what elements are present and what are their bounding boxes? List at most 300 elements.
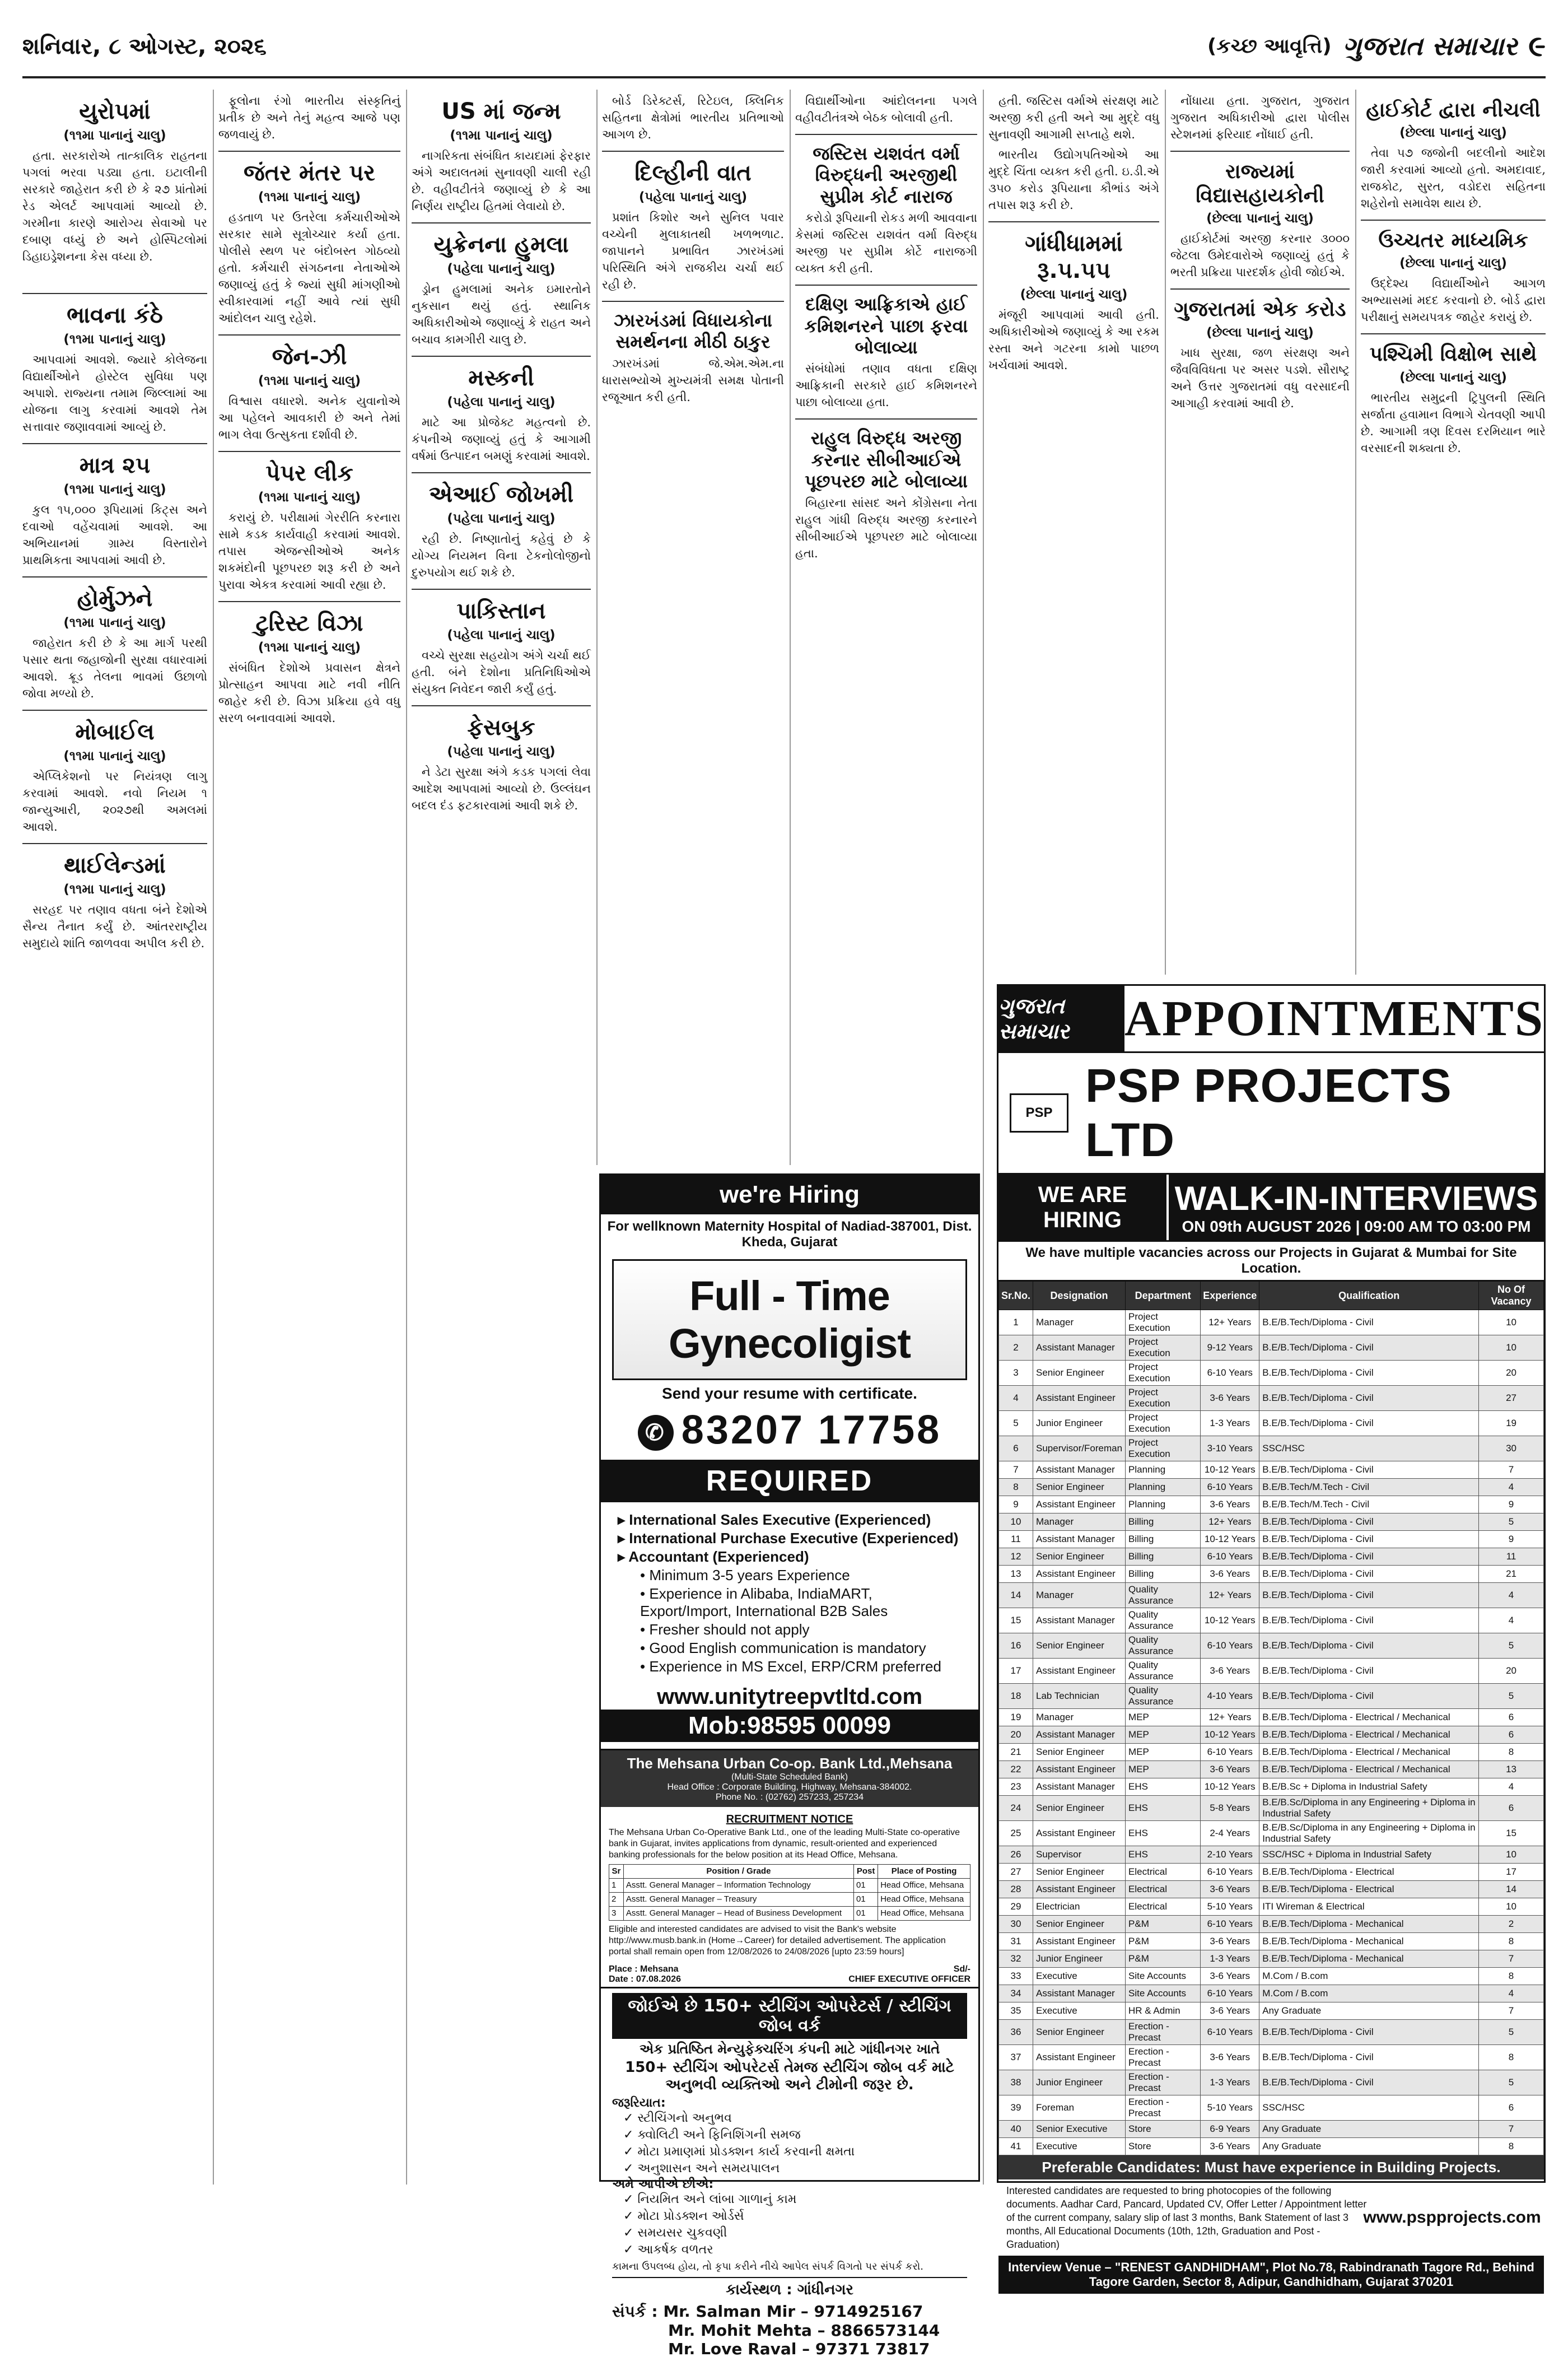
table-row [999, 1548, 1544, 1566]
table-cell: Senior Engineer [1033, 1361, 1126, 1386]
send-resume-note: Send your resume with certificate. [662, 1385, 917, 1402]
page-number: ૯ [1528, 29, 1546, 63]
bank-name: The Mehsana Urban Co-op. Bank Ltd.,Mehsana [627, 1755, 953, 1772]
table-cell: Assistant Manager [1033, 1461, 1126, 1479]
table-row [999, 2070, 1544, 2095]
table-cell: 8 [1479, 1744, 1544, 1761]
story-body: હતા. સરકારોએ તાત્કાલિક રાહતના પગલાં ભરવા પડ્યા હતા. ઇટાલીની સરકારે જાહેરાત કરી છે કે ૨૭ પ્રાંતોમાં રેડ એલર્ટ આપવામાં આવ્યો છે. ગરમીના કારણે આરોગ્ય સેવાઓ પર દબાણ વધ્યું છે અને હોસ્પિટલોમાં ડિહાઇડ્રેશનના કેસ વધ્યા છે. [22, 149, 207, 263]
table-row [999, 1684, 1544, 1709]
table-cell: Assistant Manager [1033, 1985, 1126, 2002]
table-cell: Assistant Manager [1033, 1608, 1126, 1633]
story-body: કરોડો રૂપિયાની રોકડ મળી આવવાના કેસમાં જસ્ટિસ યશવંત વર્મા વિરુદ્ધ અરજી પર સુપ્રીમ કોર્ટે નારાજગી વ્યક્ત કરી હતી. [795, 211, 977, 276]
table-cell: 2 [609, 1893, 624, 1907]
walk-in-title: WALK-IN-INTERVIEWS [1174, 1180, 1538, 1217]
table-cell: 6-10 Years [1201, 1744, 1259, 1761]
table-cell: 3-6 Years [1201, 2002, 1259, 2020]
table-cell: Project Execution [1126, 1386, 1201, 1411]
table-row [999, 1583, 1544, 1608]
story-headline: ગુજરાતમાં એક કરોડ [1174, 298, 1346, 322]
table-cell: 6 [1479, 1709, 1544, 1726]
offers-label: અમે આપીએ છીએ: [612, 2177, 714, 2191]
story-body: જાહેરાત કરી છે કે આ માર્ગ પરથી પસાર થતા જહાજોની સુરક્ષા વધારવામાં આવશે. ક્રૂડ તેલના ભાવમાં ઉછાળો જોવા મળ્યો છે. [22, 636, 207, 700]
divider [1361, 333, 1546, 334]
table-cell: 20 [999, 1726, 1033, 1744]
table-row [609, 1879, 970, 1893]
table-row [999, 2121, 1544, 2138]
table-cell: Any Graduate [1259, 2002, 1479, 2020]
table-row [999, 1950, 1544, 1968]
table-cell: 11 [1479, 1548, 1544, 1566]
table-row [999, 1796, 1544, 1821]
table-cell: 4 [1479, 1608, 1544, 1633]
column-header: Post [853, 1865, 878, 1879]
table-cell: 8 [1479, 2138, 1544, 2155]
table-cell: Junior Engineer [1033, 2070, 1126, 2095]
column-4 [602, 92, 784, 1162]
table-cell: 12+ Years [1201, 1709, 1259, 1726]
continuation-note: (૧૧મા પાનાનું ચાલુ) [258, 374, 361, 388]
table-cell: 20 [1479, 1361, 1544, 1386]
table-cell: 6 [1479, 1796, 1544, 1821]
table-cell: 1-3 Years [1201, 2070, 1259, 2095]
page-header [22, 17, 1546, 78]
column-header: Qualification [1259, 1282, 1479, 1310]
list-item: • Good English communication is mandatory [640, 1640, 926, 1656]
vacancy-rows [999, 1310, 1544, 2155]
table-cell: Executive [1033, 1968, 1126, 1985]
divider [22, 710, 207, 711]
column-2 [218, 92, 400, 2187]
ad-subheadline: એક પ્રતિષ્ઠિત મેન્યુફેક્ચરિંગ કંપની માટે ગાંધીનગર ખાતે [639, 2041, 940, 2057]
table-cell: Senior Engineer [1033, 1744, 1126, 1761]
table-cell: 40 [999, 2121, 1033, 2138]
story-body: ભારતીય ઉદ્યોગપતિઓએ આ મુદ્દે ચિંતા વ્યક્ત કરી હતી. ઇ.ડી.એ ૩૫૦ કરોડ રૂપિયાના કૌભાંડ અંગે તપાસ શરૂ કરી છે. [988, 148, 1159, 212]
officer-title: CHIEF EXECUTIVE OFFICER [848, 1974, 970, 1984]
story-body: બિહારના સાંસદ અને કોંગ્રેસના નેતા રાહુલ ગાંધી વિરુદ્ધ અરજી કરનારને સીબીઆઈએ પૂછપરછ માટે બોલાવ્યા હતા. [795, 496, 977, 560]
story-body: પ્રશાંત કિશોર અને સુનિલ પવાર વચ્ચેની મુલાકાતથી ખળભળાટ. જાપાનને પ્રભાવિત ઝારખંડમાં પરિસ્થિતિ અંગે રાજકીય ચર્ચા થઈ રહી છે. [602, 211, 784, 291]
table-cell: 10-12 Years [1201, 1726, 1259, 1744]
table-cell: 01 [853, 1879, 878, 1893]
table-cell: Electrical [1126, 1881, 1201, 1898]
contact-item: Mr. Love Raval – 97371 73817 [668, 2340, 930, 2358]
column-8 [1361, 92, 1546, 972]
table-row [999, 2020, 1544, 2045]
table-cell: Billing [1126, 1513, 1201, 1531]
table-row [999, 1566, 1544, 1583]
table-cell: M.Com / B.com [1259, 1968, 1479, 1985]
table-cell: 6-10 Years [1201, 1985, 1259, 2002]
table-cell: 3 [999, 1361, 1033, 1386]
notice-text: The Mehsana Urban Co-Operative Bank Ltd., one of the leading Multi-State co-operative bank in Gujarat, invites applications from dynamic, result-oriented and experienced banking professionals for the below position at its Head Office, Mehsana. [609, 1828, 960, 1860]
table-cell: B.E/B.Tech/Diploma - Civil [1259, 1548, 1479, 1566]
table-cell: Billing [1126, 1548, 1201, 1566]
table-cell: 30 [999, 1916, 1033, 1933]
table-cell: 6 [999, 1436, 1033, 1461]
table-cell: 8 [1479, 1933, 1544, 1950]
table-cell: Asstt. General Manager – Treasury [623, 1893, 853, 1907]
table-row [999, 1461, 1544, 1479]
place-date [609, 1964, 681, 1985]
table-cell: 5 [1479, 1513, 1544, 1531]
table-cell: 3-6 Years [1201, 1761, 1259, 1778]
table-cell: Senior Engineer [1033, 1916, 1126, 1933]
table-cell: 11 [999, 1531, 1033, 1548]
table-cell: 17 [1479, 1864, 1544, 1881]
table-cell: B.E/B.Tech/Diploma - Civil [1259, 1386, 1479, 1411]
table-cell: 1 [609, 1879, 624, 1893]
table-cell: 8 [1479, 2045, 1544, 2070]
story-body [22, 268, 207, 285]
table-row [999, 2002, 1544, 2020]
table-cell: Erection - Precast [1126, 2095, 1201, 2121]
table-cell: Head Office, Mehsana [878, 1879, 970, 1893]
table-cell: 4 [999, 1386, 1033, 1411]
table-cell: Quality Assurance [1126, 1583, 1201, 1608]
table-cell: 01 [853, 1893, 878, 1907]
table-row [999, 1436, 1544, 1461]
column-header: Department [1126, 1282, 1201, 1310]
table-cell: 21 [999, 1744, 1033, 1761]
story-body: તેવા ૫૭ જજોની બદલીનો આદેશ જારી કરવામાં આવ્યો હતો. અમદાવાદ, રાજકોટ, સુરત, વડોદરા સહિતના શહેરોનો સમાવેશ થાય છે. [1361, 146, 1546, 211]
table-cell: M.Com / B.com [1259, 1985, 1479, 2002]
table-cell: B.E/B.Tech/Diploma - Civil [1259, 1633, 1479, 1659]
divider [22, 576, 207, 577]
table-cell: Assistant Manager [1033, 1531, 1126, 1548]
table-cell: Site Accounts [1126, 1968, 1201, 1985]
table-cell: B.E/B.Tech/Diploma - Civil [1259, 1461, 1479, 1479]
offers-list [612, 2191, 967, 2258]
divider [412, 589, 591, 590]
hiring-subtitle: For wellknown Maternity Hospital of Nadiad-387001, Dist. Kheda, Gujarat [607, 1219, 972, 1250]
table-cell: Assistant Engineer [1033, 1496, 1126, 1513]
table-row [999, 1709, 1544, 1726]
continuation-note: (પહેલા પાનાનું ચાલુ) [447, 262, 556, 276]
continuation-note: (છેલ્લા પાનાનું ચાલુ) [1206, 211, 1314, 226]
interview-venue: Interview Venue – "RENEST GANDHIDHAM", Plot No.78, Rabindranath Tagore Rd., Behind Tagore Garden, Sector 8, Adipur, Gandhidham, Gujarat 370201 [998, 2256, 1544, 2294]
story-body: આપવામાં આવશે. જ્યારે કોલેજના વિદ્યાર્થીઓને હોસ્ટેલ સુવિધા પણ અપાશે. રાજ્યના તમામ જિલ્લામાં આ યોજના લાગુ કરવામાં આવશે તેમ સત્તાવાર જણાવવામાં આવ્યું છે. [22, 353, 207, 434]
table-cell: Assistant Engineer [1033, 1659, 1126, 1684]
table-cell: MEP [1126, 1744, 1201, 1761]
story-headline: ગાંધીધામમાં રૂ.૫.૫૫ [1025, 231, 1123, 283]
divider [218, 451, 400, 452]
table-cell: 5 [1479, 2020, 1544, 2045]
table-cell: 6-10 Years [1201, 1916, 1259, 1933]
table-row [999, 1335, 1544, 1361]
table-cell: 1-3 Years [1201, 1411, 1259, 1436]
table-cell: B.E/B.Tech/Diploma - Civil [1259, 1361, 1479, 1386]
table-cell: 12 [999, 1548, 1033, 1566]
table-cell: 7 [999, 1461, 1033, 1479]
table-cell: 1-3 Years [1201, 1950, 1259, 1968]
story-headline: એઆઈ જોખમી [428, 482, 574, 507]
workplace: કાર્યસ્થળ : ગાંધીનગર [612, 2277, 967, 2299]
required-banner: REQUIRED [601, 1460, 978, 1502]
table-cell: 4 [1479, 1583, 1544, 1608]
table-cell: B.E/B.Tech/Diploma - Electrical [1259, 1864, 1479, 1881]
table-cell: 24 [999, 1796, 1033, 1821]
notice-title: RECRUITMENT NOTICE [726, 1813, 853, 1825]
list-item: ✓ આકર્ષક વળતર [623, 2243, 713, 2257]
table-cell: B.E/B.Tech/Diploma - Civil [1259, 1566, 1479, 1583]
date: Date : 07.08.2026 [609, 1974, 681, 1984]
newspaper-logo: ગુજરાત સમાચાર [998, 986, 1124, 1051]
table-cell: B.E/B.Tech/Diploma - Civil [1259, 1608, 1479, 1633]
table-cell: 5-10 Years [1201, 1898, 1259, 1916]
table-row [999, 1846, 1544, 1864]
table-cell: 32 [999, 1950, 1033, 1968]
table-cell: 3-6 Years [1201, 1933, 1259, 1950]
table-cell: B.E/B.Tech/Diploma - Civil [1259, 1513, 1479, 1531]
issue-date: શનિવાર, ૮ ઓગસ્ટ, ૨૦૨૬ [22, 34, 267, 59]
requirements-list [612, 2110, 967, 2177]
story-headline: જંતર મંતર પર [244, 160, 375, 186]
table-cell: SSC/HSC [1259, 1436, 1479, 1461]
table-cell: SSC/HSC [1259, 2095, 1479, 2121]
table-cell: 5 [1479, 1633, 1544, 1659]
company-website[interactable]: www.pspprojects.com [1363, 2208, 1541, 2227]
table-cell: 4-10 Years [1201, 1684, 1259, 1709]
table-cell: 2 [999, 1335, 1033, 1361]
stitching-operators-ad [601, 1987, 978, 2366]
column-3 [412, 92, 591, 2187]
story-body: સંબંધોમાં તણાવ વધતા દક્ષિણ આફ્રિકાની સરકારે હાઈ કમિશનરને પાછા બોલાવ્યા હતા. [795, 362, 977, 409]
table-cell: B.E/B.Sc + Diploma in Industrial Safety [1259, 1778, 1479, 1796]
story-body: ઝારખંડમાં જે.એમ.એમ.ના ધારાસભ્યોએ મુખ્યમંત્રી સમક્ષ પોતાની રજૂઆત કરી હતી. [602, 356, 784, 404]
story-body: કરાયું છે. પરીક્ષામાં ગેરરીતિ કરનારા સામે કડક કાર્યવાહી કરવામાં આવશે. તપાસ એજન્સીઓએ અનેક શકમંદોની પૂછપરછ શરૂ કરી છે અને પુરાવા એકત્ર કરવામાં આવી રહ્યા છે. [218, 511, 400, 592]
table-cell: 10-12 Years [1201, 1461, 1259, 1479]
table-cell: MEP [1126, 1726, 1201, 1744]
column-divider [1355, 90, 1356, 975]
company-name: PSP PROJECTS LTD [1085, 1059, 1452, 1166]
bank-footer [601, 1962, 978, 1987]
table-cell: 6-10 Years [1201, 1548, 1259, 1566]
phone-number: 83207 17758 [681, 1408, 942, 1452]
table-cell: B.E/B.Tech/Diploma - Mechanical [1259, 1950, 1479, 1968]
vacancy-table [998, 1281, 1544, 2155]
table-cell: EHS [1126, 1846, 1201, 1864]
appointments-banner [998, 986, 1544, 1053]
table-cell: HR & Admin [1126, 2002, 1201, 2020]
table-cell: B.E/B.Tech/Diploma - Electrical / Mechanical [1259, 1709, 1479, 1726]
table-cell: 18 [999, 1684, 1033, 1709]
table-cell: B.E/B.Tech/Diploma - Civil [1259, 2020, 1479, 2045]
table-cell: B.E/B.Sc/Diploma in any Engineering + Diploma in Industrial Safety [1259, 1796, 1479, 1821]
list-item: • Fresher should not apply [640, 1621, 810, 1638]
newspaper-logo: ગુજરાત સમાચાર [1342, 31, 1518, 61]
continuation-note: (૧૧મા પાનાનું ચાલુ) [258, 490, 361, 505]
divider [22, 443, 207, 444]
table-cell: 34 [999, 1985, 1033, 2002]
continuation-note: (૧૧મા પાનાનું ચાલુ) [63, 128, 166, 143]
table-cell: 12+ Years [1201, 1583, 1259, 1608]
table-cell: Assistant Engineer [1033, 1566, 1126, 1583]
divider [988, 221, 1159, 222]
table-cell: Store [1126, 2121, 1201, 2138]
table-row [999, 2045, 1544, 2070]
table-cell: 2-4 Years [1201, 1821, 1259, 1846]
list-item: ✓ મોટા પ્રમાણમાં પ્રોડક્શન કાર્ય કરવાની ક્ષમતા [623, 2145, 855, 2159]
table-cell: 16 [999, 1633, 1033, 1659]
table-cell: Assistant Engineer [1033, 1821, 1126, 1846]
table-cell: Manager [1033, 1310, 1126, 1335]
continuation-note: (છેલ્લા પાનાનું ચાલુ) [1399, 256, 1507, 271]
walk-in-date: ON 09th AUGUST 2026 | 09:00 AM TO 03:00 PM [1182, 1218, 1531, 1235]
continuation-note: (છેલ્લા પાનાનું ચાલુ) [1206, 325, 1314, 340]
continuation-note: (૧૧મા પાનાનું ચાલુ) [63, 332, 166, 347]
table-cell: B.E/B.Tech/M.Tech - Civil [1259, 1479, 1479, 1496]
documents-text: Interested candidates are requested to bring photocopies of the following documents. Aadhar Card, Pancard, Updated CV, Offer Letter / Appointment letter of the current company, salary slip of last 3 months, Bank Statement of last 3 months, All Educational Documents (10th, 12th, Graduation and Post - Graduation) [1006, 2185, 1367, 2250]
story-body: ફૂલોના રંગો ભારતીય સંસ્કૃતિનું પ્રતીક છે અને તેનું મહત્વ આજે પણ જળવાયું છે. [218, 94, 400, 141]
story-headline: પશ્ચિમી વિક્ષોભ સાથે [1369, 343, 1537, 366]
story-body: બોર્ડ ડિરેક્ટર્સ, રિટેઇલ, ક્લિનિક સહિતના ક્ષેત્રોમાં ભારતીય પ્રતિભાઓ આગળ છે. [602, 94, 784, 141]
table-cell: 4 [1479, 1985, 1544, 2002]
continuation-note: (પહેલા પાનાનું ચાલુ) [638, 190, 748, 204]
table-cell: Project Execution [1126, 1335, 1201, 1361]
table-cell: B.E/B.Tech/Diploma - Civil [1259, 1583, 1479, 1608]
story-headline: ટુરિસ્ટ વિઝા [255, 611, 363, 636]
table-row [999, 1761, 1544, 1778]
list-item: ✓ નિયમિત અને લાંબા ગાળાનું કામ [623, 2192, 797, 2206]
requirements-label: જરૂરિયાત: [612, 2096, 666, 2110]
required-list [601, 1502, 978, 1684]
story-body: ઉદ્દેશ્ય વિદ્યાર્થીઓને આગળ અભ્યાસમાં મદદ કરવાનો છે. બોર્ડ દ્વારા પરીક્ષાનું સમયપત્રક જાહેર કરાયું છે. [1361, 277, 1546, 324]
story-headline: પાકિસ્તાન [456, 598, 546, 624]
table-row [999, 1361, 1544, 1386]
column-divider [790, 90, 791, 1165]
table-cell: Junior Engineer [1033, 1411, 1126, 1436]
continuation-note: (૧૧મા પાનાનું ચાલુ) [63, 616, 166, 630]
table-cell: Asstt. General Manager – Information Technology [623, 1879, 853, 1893]
table-cell: Assistant Engineer [1033, 1761, 1126, 1778]
table-cell: 1 [999, 1310, 1033, 1335]
continuation-note: (૧૧મા પાનાનું ચાલુ) [258, 640, 361, 655]
table-cell: B.E/B.Tech/Diploma - Civil [1259, 1335, 1479, 1361]
table-row [999, 1985, 1544, 2002]
table-cell: Any Graduate [1259, 2121, 1479, 2138]
bank-office: Head Office : Corporate Building, Highway, Mehsana-384002. [667, 1782, 912, 1792]
story-headline: જસ્ટિસ યશવંત વર્મા વિરુદ્ધની અરજીથી સુપ્રીમ કોર્ટ નારાજ [813, 143, 960, 207]
table-cell: 7 [1479, 2121, 1544, 2138]
table-cell: ITI Wireman & Electrical [1259, 1898, 1479, 1916]
table-cell: Foreman [1033, 2095, 1126, 2121]
column-1 [22, 92, 207, 2187]
table-cell: Senior Engineer [1033, 1796, 1126, 1821]
continuation-note: (છેલ્લા પાનાનું ચાલુ) [1399, 370, 1507, 385]
divider [1170, 288, 1350, 290]
table-row [999, 1916, 1544, 1933]
table-cell: 3-6 Years [1201, 1386, 1259, 1411]
table-header-row [609, 1865, 970, 1879]
psp-logo: PSP [1010, 1093, 1068, 1133]
table-cell: 28 [999, 1881, 1033, 1898]
list-item: • Experience in MS Excel, ERP/CRM preferred [640, 1658, 941, 1675]
table-cell: MEP [1126, 1761, 1201, 1778]
notice-footer: Eligible and interested candidates are advised to visit the Bank's website http://www.musb.bank.in (Home→Career) for detailed advertisement. The application portal shall remain open from 12/08/2026 to 24/08/2026 [upto 23:59 hours] [609, 1925, 946, 1957]
table-cell: 3-6 Years [1201, 1566, 1259, 1583]
documents-section [998, 2179, 1544, 2256]
table-cell: Senior Engineer [1033, 1548, 1126, 1566]
story-headline: ભાવના કંઠે [67, 302, 163, 328]
table-cell: B.E/B.Tech/Diploma - Electrical [1259, 1881, 1479, 1898]
table-cell: EHS [1126, 1796, 1201, 1821]
story-body: નાગરિકતા સંબંધિત કાયદામાં ફેરફાર અંગે અદાલતમાં સુનાવણી ચાલી રહી છે. વહીવટીતંત્રે જણાવ્યું છે કે આ નિર્ણય રાષ્ટ્રીય હિતમાં લેવાયો છે. [412, 149, 591, 213]
continuation-note: (૧૧મા પાનાનું ચાલુ) [63, 482, 166, 497]
table-cell: 9 [999, 1496, 1033, 1513]
divider [1170, 151, 1350, 152]
table-cell: Billing [1126, 1531, 1201, 1548]
table-cell: 22 [999, 1761, 1033, 1778]
column-6 [988, 92, 1159, 972]
table-cell: 3-6 Years [1201, 1496, 1259, 1513]
table-row [999, 1531, 1544, 1548]
table-cell: 5 [999, 1411, 1033, 1436]
table-cell: 20 [1479, 1659, 1544, 1684]
table-row [999, 1310, 1544, 1335]
continuation-note: (પહેલા પાનાનું ચાલુ) [447, 628, 556, 642]
column-divider [983, 90, 984, 2185]
table-cell: 17 [999, 1659, 1033, 1684]
column-header: Place of Posting [878, 1865, 970, 1879]
table-cell: 15 [1479, 1821, 1544, 1846]
appointments-title: APPOINTMENTS [1124, 991, 1544, 1046]
table-cell: Erection - Precast [1126, 2045, 1201, 2070]
table-cell: Executive [1033, 2138, 1126, 2155]
table-cell: 12+ Years [1201, 1310, 1259, 1335]
column-7 [1170, 92, 1350, 972]
story-body: વિદ્યાર્થીઓના આંદોલનના પગલે વહીવટીતંત્રએ બેઠક બોલાવી હતી. [795, 94, 977, 124]
story-body: ખાધ સુરક્ષા, જળ સંરક્ષણ અને જૈવવિવિધતા પર અસર પડશે. સૌરાષ્ટ્ર અને ઉત્તર ગુજરાતમાં વધુ વરસાદની આગાહી કરવામાં આવી છે. [1170, 346, 1350, 410]
story-headline: મસ્કની [468, 365, 534, 391]
divider [1361, 220, 1546, 221]
story-headline: યુક્રેનના હુમલા [433, 232, 569, 258]
table-cell: 3-6 Years [1201, 1881, 1259, 1898]
company-title [998, 1053, 1544, 1175]
table-header-row [999, 1282, 1544, 1310]
story-headline: હાઈકોર્ટ દ્વારા નીચલી [1366, 99, 1541, 122]
bank-recruitment-ad [601, 1749, 978, 1987]
list-item: • Experience in Alibaba, IndiaMART, Export/Import, International B2B Sales [640, 1585, 888, 1619]
table-cell: Quality Assurance [1126, 1659, 1201, 1684]
table-cell: MEP [1126, 1709, 1201, 1726]
table-cell: 10 [1479, 1898, 1544, 1916]
list-item: ▸ International Purchase Executive (Experienced) [618, 1530, 959, 1547]
table-cell: 10-12 Years [1201, 1608, 1259, 1633]
table-cell: 3-6 Years [1201, 2045, 1259, 2070]
story-headline: જેન-ઝી [272, 344, 347, 370]
story-headline: ફેસબુક [467, 715, 535, 740]
website-link[interactable]: www.unitytreepvtltd.com [656, 1684, 923, 1709]
table-cell: Lab Technician [1033, 1684, 1126, 1709]
table-cell: Manager [1033, 1583, 1126, 1608]
table-cell: 01 [853, 1907, 878, 1921]
table-cell: 9 [1479, 1531, 1544, 1548]
bank-phone: Phone No. : (02762) 257233, 257234 [715, 1792, 864, 1802]
table-row [999, 1633, 1544, 1659]
table-cell: Billing [1126, 1566, 1201, 1583]
table-cell: Senior Engineer [1033, 2020, 1126, 2045]
table-cell: 9-12 Years [1201, 1335, 1259, 1361]
list-item: ▸ Accountant (Experienced) [618, 1548, 809, 1565]
bank-header [601, 1750, 978, 1807]
table-cell: Erection - Precast [1126, 2070, 1201, 2095]
ad-headline: જોઈએ છે 150+ સ્ટીચિંગ ઓપરેટર્સ / સ્ટીચિંગ જોબ વર્ક [612, 1993, 967, 2039]
table-cell: Project Execution [1126, 1436, 1201, 1461]
table-row [999, 2138, 1544, 2155]
phone-icon: ✆ [638, 1415, 674, 1451]
table-cell: 3-6 Years [1201, 2138, 1259, 2155]
contact-item: સંપર્ક : Mr. Salman Mir – 9714925167 [612, 2302, 923, 2321]
table-row [999, 1968, 1544, 1985]
